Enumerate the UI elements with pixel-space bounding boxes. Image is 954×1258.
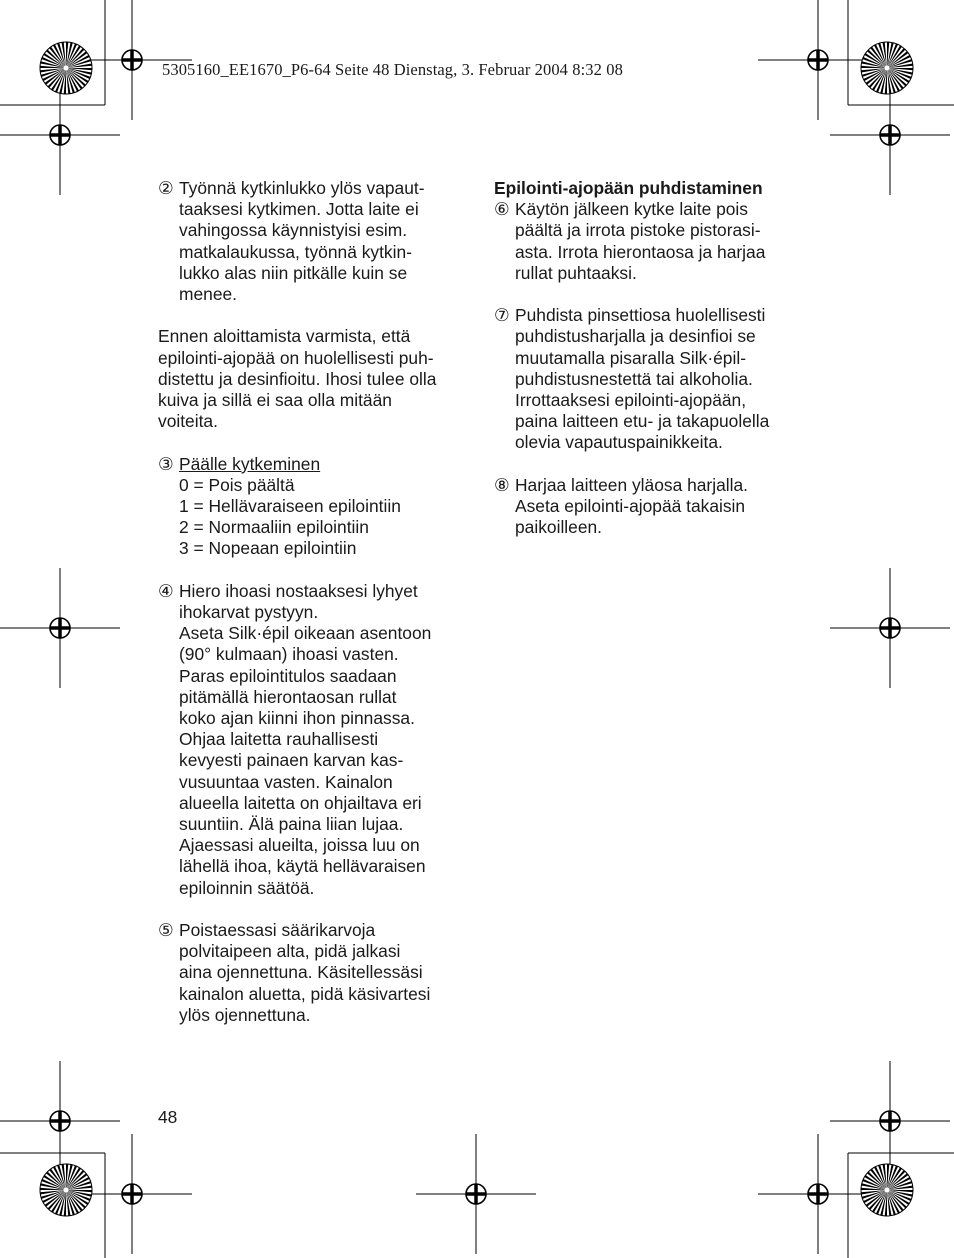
text-line: polvitaipeen alta, pidä jalkasi: [179, 941, 401, 962]
step-7: [494, 305, 804, 453]
step-5: [158, 920, 468, 1026]
step-8: [494, 475, 804, 539]
step-text: [515, 199, 804, 284]
text-line: paina laitteen etu- ja takapuolella: [515, 411, 770, 432]
text-line: distettu ja desinfioitu. Ihosi tulee olla: [158, 368, 437, 389]
text-line: aina ojennettuna. Käsitellessäsi: [179, 962, 423, 983]
text-line: puhdistusharjalla ja desinfioi se: [515, 326, 756, 347]
registration-mark-icon: [0, 1061, 120, 1181]
step-text: [179, 920, 468, 1026]
intro-paragraph: [158, 326, 468, 432]
starburst-mark-icon: [40, 1164, 92, 1216]
step-text: [179, 454, 468, 560]
text-line: muutamalla pisaralla Silk·épil-: [515, 347, 746, 368]
registration-mark-icon: [758, 0, 878, 120]
right-column: [494, 178, 804, 560]
text-line: kevyesti painaen karvan kas-: [179, 750, 404, 771]
step-4: [158, 581, 468, 899]
text-line: Hiero ihoasi nostaaksesi lyhyet: [179, 580, 418, 601]
text-line: Ohjaa laitetta rauhallisesti: [179, 729, 379, 750]
left-column: [158, 178, 468, 1047]
registration-mark-icon: [758, 1134, 878, 1254]
text-line: päältä ja irrota pistoke pistorasi-: [515, 220, 761, 241]
text-line: Käytön jälkeen kytke laite pois: [515, 199, 748, 220]
step-text: [179, 178, 468, 305]
text-line: (90° kulmaan) ihoasi vasten.: [179, 644, 399, 665]
starburst-mark-icon: [861, 1164, 913, 1216]
step-text: [179, 581, 468, 899]
setting-line: 0 = Pois päältä: [179, 474, 295, 495]
text-line: lähellä ihoa, käytä hellävaraisen: [179, 856, 426, 877]
text-line: epilointi-ajopää on huolellisesti puh-: [158, 347, 434, 368]
text-line: Työnnä kytkinlukko ylös vapaut-: [179, 178, 425, 198]
text-line: vahingossa käynnistyisi esim.: [179, 220, 408, 241]
step-number: ⑦: [494, 305, 510, 326]
print-header: 5305160_EE1670_P6-64 Seite 48 Dienstag, 3. Februar 2004 8:32 08: [162, 60, 623, 79]
registration-mark-icon: [0, 568, 120, 688]
step-number: ②: [158, 178, 174, 198]
text-line: puhdistusnestettä tai alkoholia.: [515, 368, 753, 389]
text-line: Aseta epilointi-ajopää takaisin: [515, 496, 746, 517]
text-line: kuiva ja sillä ei saa olla mitään: [158, 390, 392, 411]
text-line: matkalaukussa, työnnä kytkin-: [179, 241, 412, 262]
text-line: ylös ojennettuna.: [179, 1004, 311, 1025]
text-line: voiteita.: [158, 411, 218, 432]
text-line: menee.: [179, 284, 238, 305]
step-number: ⑧: [494, 474, 510, 495]
registration-mark-icon: [416, 1134, 536, 1254]
text-line: lukko alas niin pitkälle kuin se: [179, 262, 408, 283]
text-line: Irrottaaksesi epilointi-ajopään,: [515, 390, 747, 411]
step-number: ⑥: [494, 199, 510, 220]
text-line: Poistaessasi säärikarvoja: [179, 920, 376, 941]
text-line: olevia vapautuspainikkeita.: [515, 432, 723, 453]
text-line: kainalon aluetta, pidä käsivartesi: [179, 983, 431, 1004]
text-line: alueella laitetta on ohjailtava eri: [179, 792, 422, 813]
setting-line: 3 = Nopeaan epilointiin: [179, 538, 357, 559]
section-heading: Epilointi-ajopään puhdistaminen: [494, 178, 763, 198]
text-line: Ajaessasi alueilta, joissa luu on: [179, 835, 420, 856]
step-6: [494, 199, 804, 284]
text-line: pitämällä hierontaosan rullat: [179, 686, 397, 707]
step-3: [158, 454, 468, 560]
step-number: ④: [158, 580, 174, 601]
text-line: asta. Irrota hierontaosa ja harjaa: [515, 241, 766, 262]
text-line: Ennen aloittamista varmista, että: [158, 326, 411, 347]
text-line: rullat puhtaaksi.: [515, 262, 637, 283]
starburst-mark-icon: [40, 42, 92, 94]
text-line: Aseta Silk·épil oikeaan asentoon: [179, 623, 432, 644]
page-number: 48: [158, 1107, 178, 1127]
step-title: Päälle kytkeminen: [179, 453, 321, 474]
text-line: taaksesi kytkimen. Jotta laite ei: [179, 199, 419, 220]
step-number: ⑤: [158, 920, 174, 941]
step-2: [158, 178, 468, 305]
starburst-mark-icon: [861, 42, 913, 94]
text-line: koko ajan kiinni ihon pinnassa.: [179, 708, 415, 729]
text-line: ihokarvat pystyyn.: [179, 602, 319, 623]
setting-line: 2 = Normaaliin epilointiin: [179, 517, 369, 538]
step-text: [515, 305, 804, 453]
text-line: vusuuntaa vasten. Kainalon: [179, 771, 393, 792]
setting-line: 1 = Hellävaraiseen epilointiin: [179, 496, 401, 517]
text-line: Paras epilointitulos saadaan: [179, 665, 397, 686]
registration-mark-icon: [830, 568, 950, 688]
text-line: Harjaa laitteen yläosa harjalla.: [515, 474, 748, 495]
text-line: Puhdista pinsettiosa huolellisesti: [515, 305, 766, 326]
step-text: [515, 475, 804, 539]
text-line: suuntiin. Älä paina liian lujaa.: [179, 814, 404, 835]
text-line: paikoilleen.: [515, 517, 603, 538]
text-line: epiloinnin säätöä.: [179, 877, 315, 898]
step-number: ③: [158, 453, 174, 474]
